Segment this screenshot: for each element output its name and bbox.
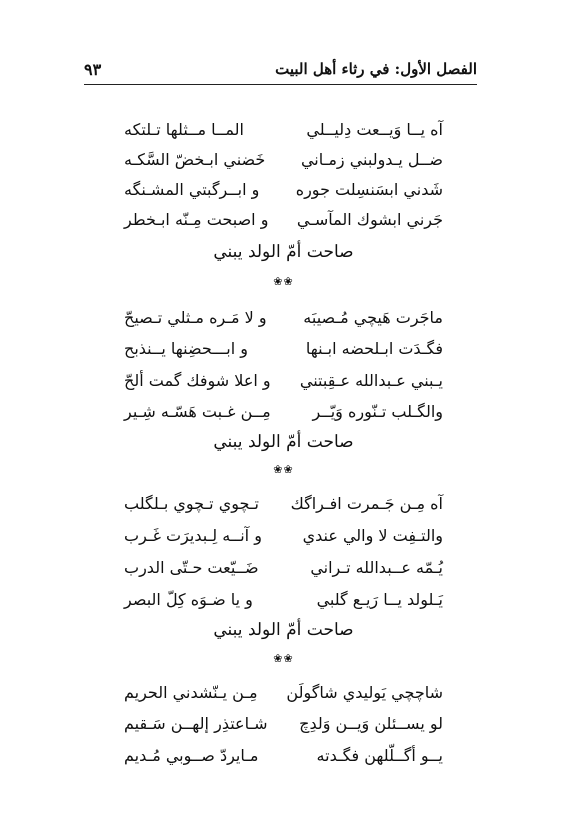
verse-second-hemistich: مِـن يـنّشدني الحريم bbox=[124, 683, 258, 702]
verse-second-hemistich: و اعلا شوفك گمت ألحّ bbox=[124, 371, 271, 390]
verse-first-hemistich: لو يســئلن وَيــن وَلدِچ bbox=[299, 714, 443, 733]
verse-line bbox=[100, 115, 467, 145]
verse-first-hemistich: آه يــا وَيــعت دِليــلي bbox=[306, 120, 443, 139]
verse-first-hemistich: يَـلولد يــا رَيـع گلبي bbox=[316, 590, 443, 609]
verse-line bbox=[100, 175, 467, 205]
stanza-divider-flower-icon: ❀❀ bbox=[273, 463, 294, 476]
verse-second-hemistich: و لا مَـره مـثلي تـصيحّ bbox=[124, 308, 267, 327]
verse-line bbox=[100, 303, 467, 333]
verse-second-hemistich: المــا مــثلها تـلتكه bbox=[124, 120, 244, 139]
verse-second-hemistich: و ابــرگبتي المشـنگه bbox=[124, 180, 260, 199]
verse-second-hemistich: و اصبحت مِـنّه ابـخطر bbox=[124, 210, 269, 229]
page-number: ٩٣ bbox=[84, 60, 102, 79]
verse-first-hemistich: ضــل يـدولبني زمـاني bbox=[300, 150, 443, 169]
verse-line bbox=[100, 366, 467, 396]
verse-second-hemistich: تـچوي تـچوي بـلگلب bbox=[124, 494, 259, 513]
verse-line bbox=[100, 678, 467, 708]
verse-first-hemistich: فگـدَت ابـلحضه ابـنها bbox=[305, 339, 443, 358]
verse-second-hemistich: و آنــه لِـبديرَت غَـرب bbox=[124, 526, 262, 545]
verse-first-hemistich: جَرني ابشوك المآسـي bbox=[296, 210, 443, 229]
stanza-divider-flower-icon: ❀❀ bbox=[273, 275, 294, 288]
page-header bbox=[84, 58, 477, 85]
verse-line bbox=[100, 145, 467, 175]
verse-first-hemistich: يـبني عـبدالله عـقِبتني bbox=[299, 371, 443, 390]
verse-second-hemistich: و يا ضـوَه كِلّ البصر bbox=[124, 590, 253, 609]
verse-line bbox=[100, 521, 467, 551]
verse-line bbox=[100, 709, 467, 739]
verse-second-hemistich: و ابـــحضِنها يــنذبح bbox=[124, 339, 248, 358]
verse-first-hemistich: ماجَرت هَيچي مُـصيبَه bbox=[303, 308, 443, 327]
verse-line bbox=[100, 741, 467, 771]
running-title: الفصل الأول: في رثاء أهل البيت bbox=[275, 60, 477, 78]
verse-second-hemistich: شـاعتذِر إلهــن سَـقيم bbox=[124, 714, 268, 733]
verse-first-hemistich: آه مِـن جَـمرت افـراگك bbox=[290, 494, 443, 513]
verse-line bbox=[100, 397, 467, 427]
verse-first-hemistich: يــو أگــلّلهن فگـدته bbox=[316, 746, 443, 765]
stanza-divider-flower-icon: ❀❀ bbox=[273, 652, 294, 665]
verse-first-hemistich: يُـمّه عــبدالله تـراني bbox=[310, 558, 443, 577]
verse-second-hemistich: ضَــيّعت حـتّى الدرب bbox=[124, 558, 259, 577]
verse-second-hemistich: مِــن غـبت هَسّـه شِـير bbox=[124, 402, 271, 421]
verse-first-hemistich: شاچچي يَوليدي شاگولَن bbox=[286, 683, 443, 702]
verse-second-hemistich: مـايردّ صــوبي مُـديم bbox=[124, 746, 259, 765]
verse-line bbox=[100, 489, 467, 519]
verse-line bbox=[100, 205, 467, 235]
verse-first-hemistich: شَدني ابسَنسِلت جوره bbox=[295, 180, 443, 199]
verse-line bbox=[100, 585, 467, 615]
refrain-line: صاحت أمّ الولد يبني bbox=[213, 242, 354, 262]
refrain-line: صاحت أمّ الولد يبني bbox=[213, 432, 354, 452]
verse-second-hemistich: خَضني ابـخضّ السَّكـه bbox=[124, 150, 266, 169]
verse-first-hemistich: والگـلب تـنّوره وَيّــر bbox=[312, 402, 443, 421]
refrain-line: صاحت أمّ الولد يبني bbox=[213, 620, 354, 640]
verse-first-hemistich: والتـفِت لا والي عندي bbox=[302, 526, 443, 545]
verse-line bbox=[100, 553, 467, 583]
verse-line bbox=[100, 334, 467, 364]
